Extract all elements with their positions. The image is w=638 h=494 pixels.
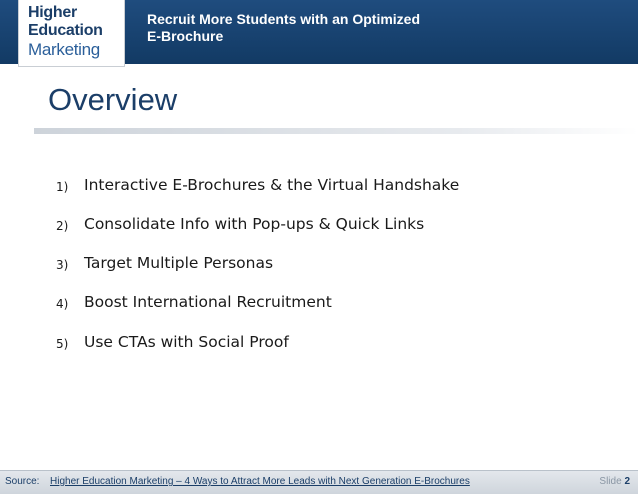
slide-number-label: Slide [599, 476, 622, 487]
list-item-text: Interactive E-Brochures & the Virtual Handshake [84, 176, 460, 194]
slide-title [147, 11, 507, 45]
slide-title-line2: E-Brochure [147, 28, 224, 44]
list-item-text: Target Multiple Personas [84, 254, 274, 272]
list-item-text: Boost International Recruitment [84, 293, 332, 311]
list-item-number: 2) [56, 219, 69, 233]
logo-text-marketing: Marketing [28, 40, 100, 59]
slide-number [599, 476, 630, 487]
slide-number-value: 2 [624, 476, 630, 487]
list-item-number: 1) [56, 180, 69, 194]
heading-divider [34, 128, 638, 134]
source-label: Source: [5, 476, 40, 487]
list-item-text: Consolidate Info with Pop-ups & Quick Links [84, 215, 425, 233]
section-heading: Overview [48, 82, 178, 117]
logo-text-higher: Higher [28, 4, 77, 21]
source-link[interactable]: Higher Education Marketing – 4 Ways to Attract More Leads with Next Generation E-Brochures [50, 476, 470, 487]
logo [18, 0, 125, 67]
footer [0, 470, 638, 494]
list-item-number: 3) [56, 258, 69, 272]
list-item-number: 4) [56, 297, 69, 311]
logo-text-education: Education [28, 22, 103, 39]
list-item-text: Use CTAs with Social Proof [84, 333, 289, 351]
list-item-number: 5) [56, 337, 69, 351]
slide-title-line1: Recruit More Students with an Optimized [147, 11, 421, 27]
